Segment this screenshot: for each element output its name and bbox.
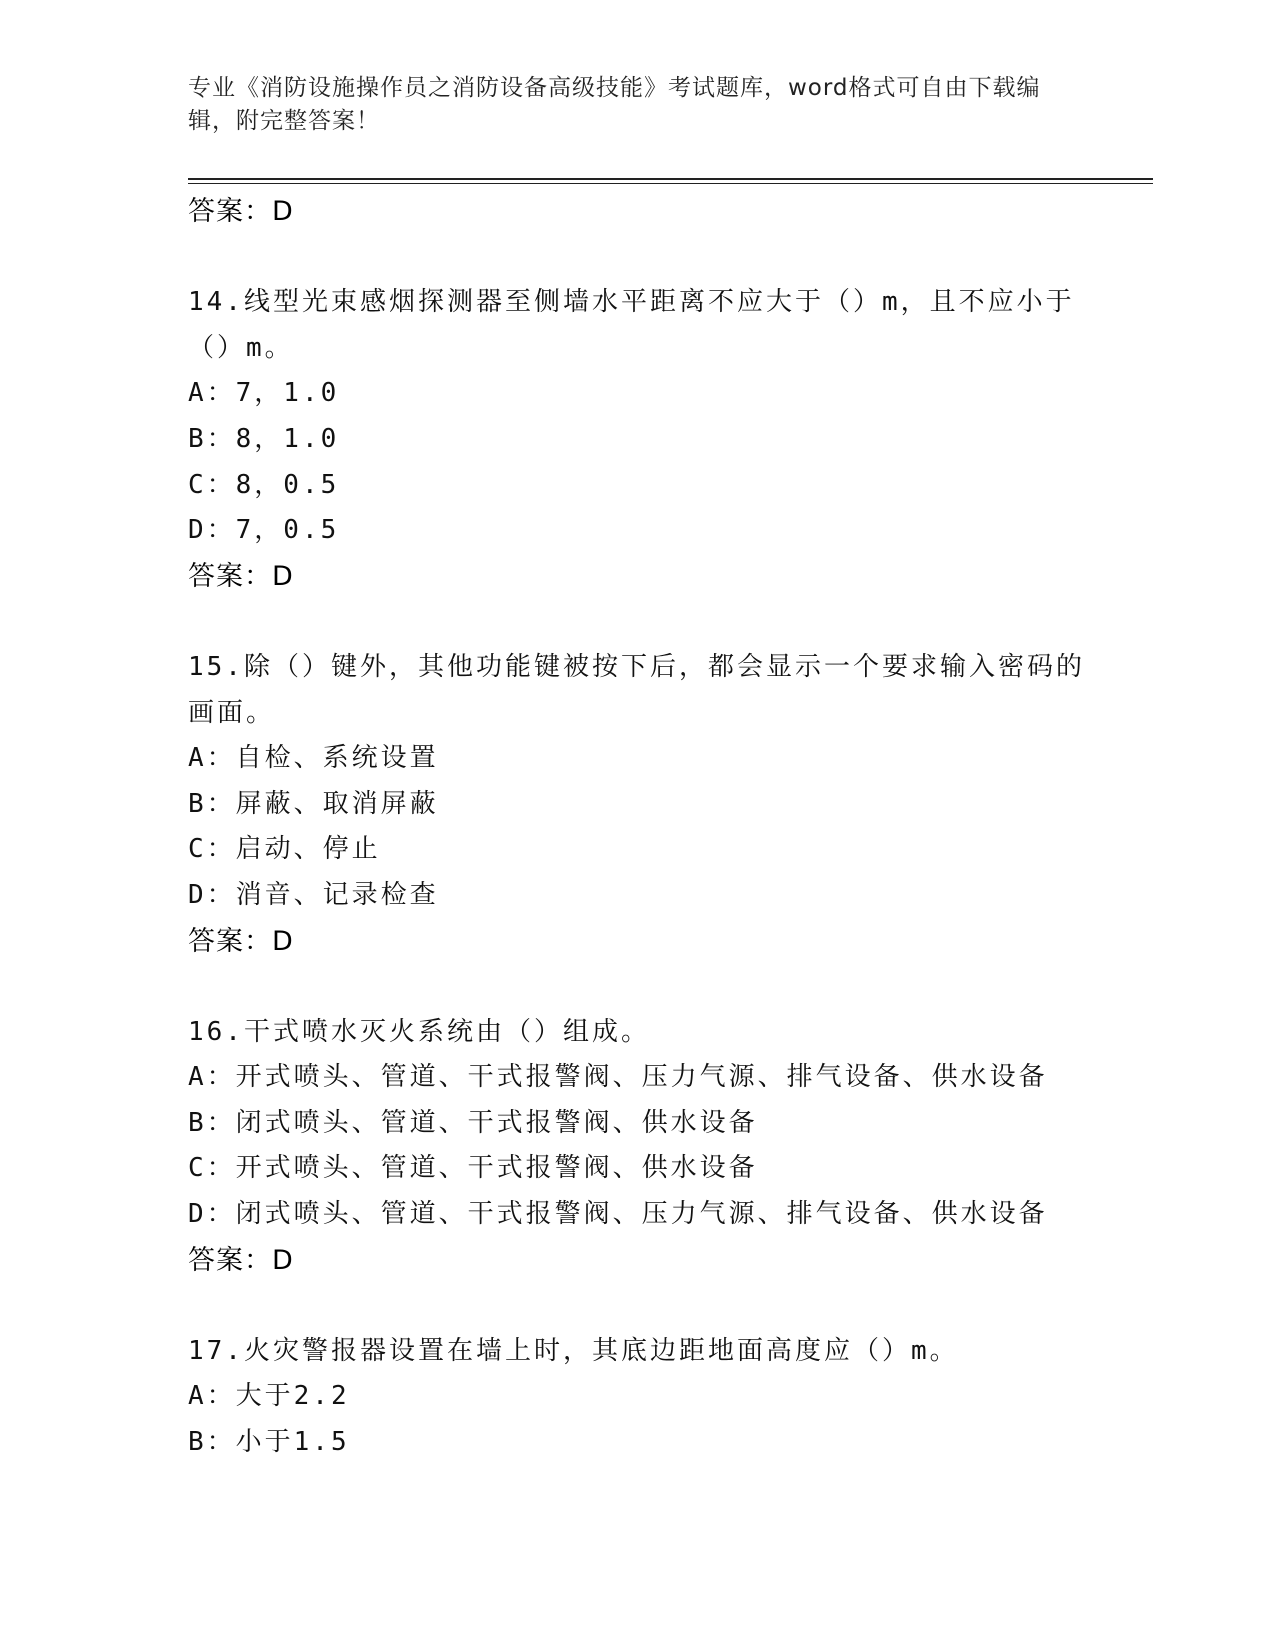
header-line-2: 辑，附完整答案！ [188,108,380,134]
question-14 [188,280,1118,599]
document-header [188,72,1068,138]
question-stem: 14.线型光束感烟探测器至侧墙水平距离不应大于（）m，且不应小于 [188,287,1075,318]
option-a: A：开式喷头、管道、干式报警阀、压力气源、排气设备、供水设备 [188,1062,1048,1093]
option-d: D：7，0.5 [188,515,340,546]
answer-line: 答案：D [188,196,294,227]
question-15 [188,645,1118,964]
option-b: B：闭式喷头、管道、干式报警阀、供水设备 [188,1107,758,1138]
question-stem: 15.除（）键外，其他功能键被按下后，都会显示一个要求输入密码的 [188,651,1085,682]
question-list [188,189,1118,1466]
option-b: B：屏蔽、取消屏蔽 [188,788,439,819]
option-b: B：小于1.5 [188,1427,350,1458]
option-c: C：启动、停止 [188,834,381,865]
option-b: B：8，1.0 [188,423,340,454]
answer-line: 答案：D [188,560,294,592]
option-a: A：大于2.2 [188,1381,350,1412]
option-d: D：消音、记录检查 [188,879,439,910]
option-c: C：8，0.5 [188,469,340,500]
option-a: A：7，1.0 [188,378,340,409]
option-c: C：开式喷头、管道、干式报警阀、供水设备 [188,1153,758,1184]
question-17 [188,1329,1118,1466]
question-16 [188,1010,1118,1284]
question-stem: （）m。 [188,332,294,363]
header-line-1: 专业《消防设施操作员之消防设备高级技能》考试题库，word格式可自由下载编 [188,75,1041,101]
header-rule-thin [188,183,1153,184]
option-d: D：闭式喷头、管道、干式报警阀、压力气源、排气设备、供水设备 [188,1199,1048,1230]
question-stem: 16.干式喷水灭火系统由（）组成。 [188,1016,650,1047]
question-stem: 17.火灾警报器设置在墙上时，其底边距地面高度应（）m。 [188,1335,959,1366]
header-rule-thick [188,178,1153,180]
question-stem: 画面。 [188,697,276,728]
option-a: A：自检、系统设置 [188,743,439,774]
answer-line: 答案：D [188,925,294,957]
answer-line: 答案：D [188,1244,294,1276]
